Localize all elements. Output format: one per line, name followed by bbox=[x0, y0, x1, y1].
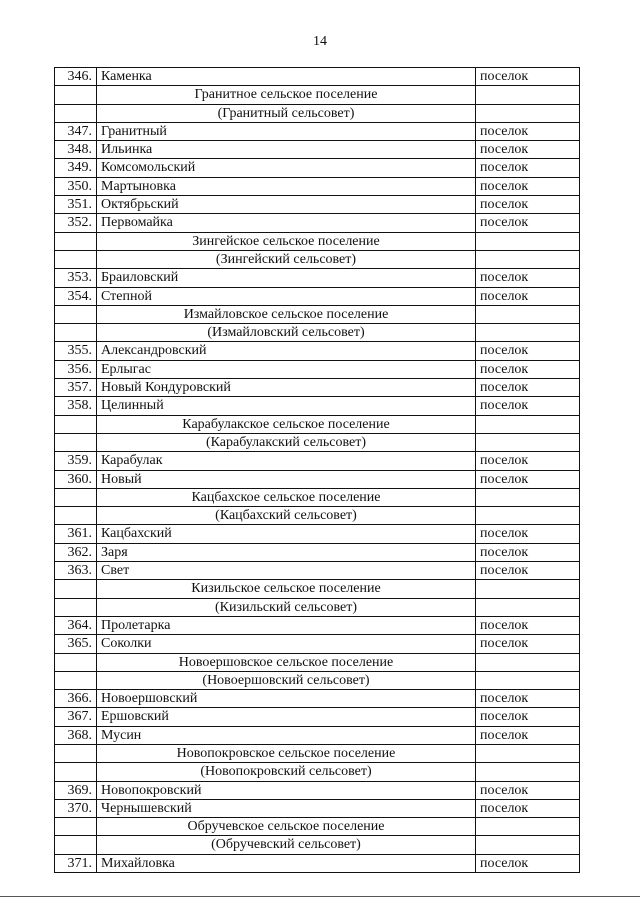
locality-type: поселок bbox=[476, 342, 580, 360]
row-number: 354. bbox=[55, 287, 97, 305]
locality-name: Каменка bbox=[97, 68, 476, 86]
empty-cell bbox=[476, 653, 580, 671]
locality-name: Новопокровский bbox=[97, 781, 476, 799]
table-row bbox=[55, 342, 580, 360]
row-number: 367. bbox=[55, 708, 97, 726]
settlement-header-row bbox=[55, 324, 580, 342]
locality-type: поселок bbox=[476, 122, 580, 140]
table-body bbox=[55, 68, 580, 873]
empty-cell bbox=[55, 653, 97, 671]
council-title: (Новоершовский сельсовет) bbox=[97, 671, 476, 689]
council-title: (Измайловский сельсовет) bbox=[97, 324, 476, 342]
locality-name: Соколки bbox=[97, 635, 476, 653]
table-row bbox=[55, 379, 580, 397]
table-row bbox=[55, 616, 580, 634]
locality-type: поселок bbox=[476, 470, 580, 488]
empty-cell bbox=[476, 250, 580, 268]
locality-type: поселок bbox=[476, 360, 580, 378]
row-number: 357. bbox=[55, 379, 97, 397]
locality-name: Степной bbox=[97, 287, 476, 305]
locality-name: Новый Кондуровский bbox=[97, 379, 476, 397]
settlement-header-row bbox=[55, 598, 580, 616]
table-row bbox=[55, 68, 580, 86]
settlement-header-row bbox=[55, 580, 580, 598]
locality-name: Ершовский bbox=[97, 708, 476, 726]
row-number: 355. bbox=[55, 342, 97, 360]
empty-cell bbox=[476, 488, 580, 506]
council-title: (Кизильский сельсовет) bbox=[97, 598, 476, 616]
table-row bbox=[55, 196, 580, 214]
locality-type: поселок bbox=[476, 196, 580, 214]
row-number: 363. bbox=[55, 562, 97, 580]
settlement-title: Измайловское сельское поселение bbox=[97, 305, 476, 323]
settlement-title: Гранитное сельское поселение bbox=[97, 86, 476, 104]
row-number: 366. bbox=[55, 690, 97, 708]
empty-cell bbox=[476, 763, 580, 781]
locality-name: Первомайка bbox=[97, 214, 476, 232]
bottom-rule bbox=[0, 896, 640, 897]
empty-cell bbox=[55, 86, 97, 104]
table-row bbox=[55, 397, 580, 415]
locality-type: поселок bbox=[476, 543, 580, 561]
table-row bbox=[55, 781, 580, 799]
settlement-header-row bbox=[55, 836, 580, 854]
locality-name: Целинный bbox=[97, 397, 476, 415]
locality-type: поселок bbox=[476, 616, 580, 634]
empty-cell bbox=[55, 232, 97, 250]
empty-cell bbox=[476, 433, 580, 451]
settlement-header-row bbox=[55, 305, 580, 323]
locality-type: поселок bbox=[476, 269, 580, 287]
settlement-header-row bbox=[55, 653, 580, 671]
locality-type: поселок bbox=[476, 68, 580, 86]
settlement-header-row bbox=[55, 250, 580, 268]
empty-cell bbox=[55, 324, 97, 342]
table-row bbox=[55, 799, 580, 817]
table-row bbox=[55, 543, 580, 561]
settlement-header-row bbox=[55, 818, 580, 836]
row-number: 364. bbox=[55, 616, 97, 634]
empty-cell bbox=[55, 598, 97, 616]
settlement-header-row bbox=[55, 433, 580, 451]
row-number: 350. bbox=[55, 177, 97, 195]
settlement-header-row bbox=[55, 671, 580, 689]
locality-name: Свет bbox=[97, 562, 476, 580]
empty-cell bbox=[55, 488, 97, 506]
empty-cell bbox=[55, 744, 97, 762]
empty-cell bbox=[476, 671, 580, 689]
locality-name: Мусин bbox=[97, 726, 476, 744]
locality-type: поселок bbox=[476, 214, 580, 232]
page-number: 14 bbox=[313, 34, 327, 49]
locality-type: поселок bbox=[476, 397, 580, 415]
settlement-title: Новопокровское сельское поселение bbox=[97, 744, 476, 762]
locality-type: поселок bbox=[476, 781, 580, 799]
locality-name: Новоершовский bbox=[97, 690, 476, 708]
council-title: (Обручевский сельсовет) bbox=[97, 836, 476, 854]
table-row bbox=[55, 708, 580, 726]
table-row bbox=[55, 287, 580, 305]
row-number: 369. bbox=[55, 781, 97, 799]
row-number: 368. bbox=[55, 726, 97, 744]
empty-cell bbox=[476, 86, 580, 104]
settlement-header-row bbox=[55, 232, 580, 250]
table-row bbox=[55, 452, 580, 470]
table-row bbox=[55, 122, 580, 140]
settlement-table bbox=[54, 67, 580, 873]
row-number: 348. bbox=[55, 141, 97, 159]
table-row bbox=[55, 360, 580, 378]
settlement-header-row bbox=[55, 763, 580, 781]
locality-name: Михайловка bbox=[97, 854, 476, 872]
locality-name: Карабулак bbox=[97, 452, 476, 470]
settlement-header-row bbox=[55, 507, 580, 525]
empty-cell bbox=[55, 763, 97, 781]
table-row bbox=[55, 690, 580, 708]
locality-type: поселок bbox=[476, 690, 580, 708]
locality-type: поселок bbox=[476, 287, 580, 305]
council-title: (Гранитный сельсовет) bbox=[97, 104, 476, 122]
empty-cell bbox=[55, 305, 97, 323]
locality-name: Кацбахский bbox=[97, 525, 476, 543]
locality-type: поселок bbox=[476, 635, 580, 653]
locality-type: поселок bbox=[476, 708, 580, 726]
empty-cell bbox=[55, 671, 97, 689]
table-row bbox=[55, 214, 580, 232]
settlement-title: Обручевское сельское поселение bbox=[97, 818, 476, 836]
table-row bbox=[55, 141, 580, 159]
row-number: 360. bbox=[55, 470, 97, 488]
empty-cell bbox=[55, 250, 97, 268]
empty-cell bbox=[55, 507, 97, 525]
settlement-header-row bbox=[55, 744, 580, 762]
settlement-header-row bbox=[55, 86, 580, 104]
table-row bbox=[55, 726, 580, 744]
row-number: 359. bbox=[55, 452, 97, 470]
council-title: (Зингейский сельсовет) bbox=[97, 250, 476, 268]
empty-cell bbox=[476, 507, 580, 525]
empty-cell bbox=[476, 324, 580, 342]
row-number: 370. bbox=[55, 799, 97, 817]
table-row bbox=[55, 177, 580, 195]
row-number: 371. bbox=[55, 854, 97, 872]
locality-type: поселок bbox=[476, 379, 580, 397]
row-number: 365. bbox=[55, 635, 97, 653]
row-number: 347. bbox=[55, 122, 97, 140]
locality-type: поселок bbox=[476, 141, 580, 159]
settlement-title: Карабулакское сельское поселение bbox=[97, 415, 476, 433]
locality-name: Чернышевский bbox=[97, 799, 476, 817]
council-title: (Карабулакский сельсовет) bbox=[97, 433, 476, 451]
empty-cell bbox=[476, 818, 580, 836]
row-number: 351. bbox=[55, 196, 97, 214]
locality-name: Александровский bbox=[97, 342, 476, 360]
settlement-header-row bbox=[55, 415, 580, 433]
table-row bbox=[55, 635, 580, 653]
row-number: 358. bbox=[55, 397, 97, 415]
locality-type: поселок bbox=[476, 726, 580, 744]
row-number: 362. bbox=[55, 543, 97, 561]
settlement-title: Кизильское сельское поселение bbox=[97, 580, 476, 598]
locality-type: поселок bbox=[476, 452, 580, 470]
settlement-title: Зингейское сельское поселение bbox=[97, 232, 476, 250]
locality-type: поселок bbox=[476, 854, 580, 872]
row-number: 353. bbox=[55, 269, 97, 287]
row-number: 352. bbox=[55, 214, 97, 232]
empty-cell bbox=[55, 104, 97, 122]
locality-name: Октябрьский bbox=[97, 196, 476, 214]
council-title: (Кацбахский сельсовет) bbox=[97, 507, 476, 525]
locality-type: поселок bbox=[476, 799, 580, 817]
empty-cell bbox=[476, 744, 580, 762]
row-number: 361. bbox=[55, 525, 97, 543]
empty-cell bbox=[476, 104, 580, 122]
empty-cell bbox=[55, 836, 97, 854]
locality-type: поселок bbox=[476, 562, 580, 580]
locality-type: поселок bbox=[476, 159, 580, 177]
table-row bbox=[55, 854, 580, 872]
row-number: 356. bbox=[55, 360, 97, 378]
empty-cell bbox=[476, 598, 580, 616]
row-number: 349. bbox=[55, 159, 97, 177]
locality-type: поселок bbox=[476, 525, 580, 543]
locality-name: Комсомольский bbox=[97, 159, 476, 177]
empty-cell bbox=[55, 433, 97, 451]
locality-name: Браиловский bbox=[97, 269, 476, 287]
settlement-title: Новоершовское сельское поселение bbox=[97, 653, 476, 671]
locality-name: Пролетарка bbox=[97, 616, 476, 634]
settlement-header-row bbox=[55, 488, 580, 506]
empty-cell bbox=[55, 818, 97, 836]
empty-cell bbox=[476, 836, 580, 854]
locality-name: Ильинка bbox=[97, 141, 476, 159]
table-row bbox=[55, 159, 580, 177]
council-title: (Новопокровский сельсовет) bbox=[97, 763, 476, 781]
locality-name: Мартыновка bbox=[97, 177, 476, 195]
settlement-header-row bbox=[55, 104, 580, 122]
locality-name: Гранитный bbox=[97, 122, 476, 140]
empty-cell bbox=[476, 232, 580, 250]
table-row bbox=[55, 269, 580, 287]
locality-name: Ерлыгас bbox=[97, 360, 476, 378]
table-row bbox=[55, 470, 580, 488]
empty-cell bbox=[476, 415, 580, 433]
locality-name: Новый bbox=[97, 470, 476, 488]
locality-type: поселок bbox=[476, 177, 580, 195]
empty-cell bbox=[55, 415, 97, 433]
locality-name: Заря bbox=[97, 543, 476, 561]
table-row bbox=[55, 562, 580, 580]
settlement-title: Кацбахское сельское поселение bbox=[97, 488, 476, 506]
table-row bbox=[55, 525, 580, 543]
row-number: 346. bbox=[55, 68, 97, 86]
empty-cell bbox=[55, 580, 97, 598]
empty-cell bbox=[476, 580, 580, 598]
empty-cell bbox=[476, 305, 580, 323]
